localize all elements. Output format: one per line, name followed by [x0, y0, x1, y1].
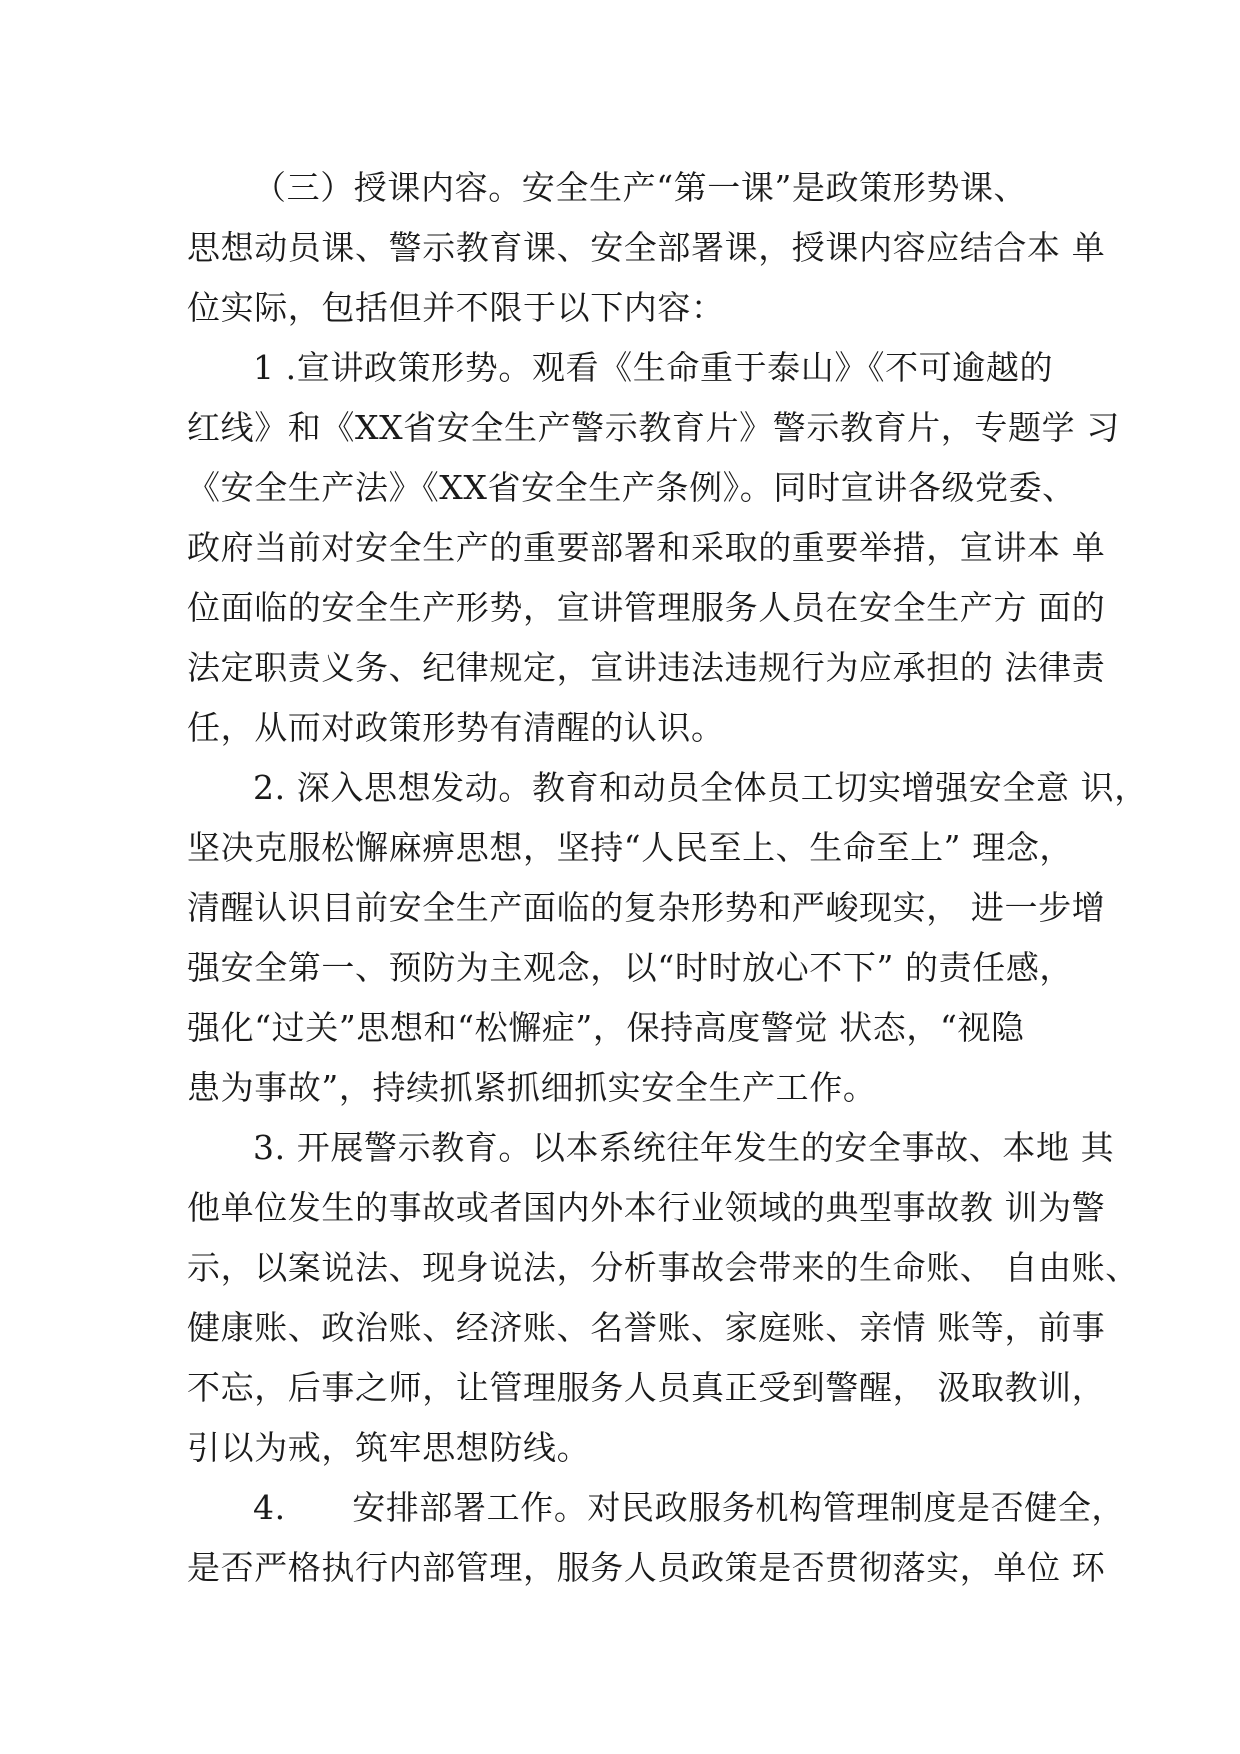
- text-line: 政府当前对安全生产的重要部署和采取的重要举措，宣讲本 单: [187, 528, 1106, 567]
- text-line: 他单位发生的事故或者国内外本行业领域的典型事故教 训为警: [187, 1188, 1106, 1227]
- text-line: 健康账、政治账、经济账、名誉账、家庭账、亲情 账等，前事: [187, 1308, 1106, 1347]
- text-line: 《安全生产法》《XX省安全生产条例》。同时宣讲各级党委、: [187, 468, 1076, 507]
- text-line: 强化“过关”思想和“松懈症”，保持高度警觉 状态，“视隐: [187, 1008, 1025, 1047]
- text-line: 引以为戒，筑牢思想防线。: [187, 1428, 591, 1467]
- text-line: 位面临的安全生产形势，宣讲管理服务人员在安全生产方 面的: [187, 588, 1106, 627]
- text-line: 1 .宣讲政策形势。观看《生命重于泰山》《不可逾越的: [253, 348, 1054, 387]
- text-line: 法定职责义务、纪律规定，宣讲违法违规行为应承担的 法律责: [187, 648, 1106, 687]
- text-line: （三）授课内容。安全生产“第一课”是政策形势课、: [253, 168, 1028, 207]
- text-line: 患为事故”，持续抓紧抓细抓实安全生产工作。: [187, 1068, 877, 1107]
- text-line: 红线》和《XX省安全生产警示教育片》警示教育片，专题学 习: [187, 408, 1120, 447]
- text-line: 2. 深入思想发动。教育和动员全体员工切实增强安全意 识，: [253, 768, 1148, 807]
- text-line: 任，从而对政策形势有清醒的认识。: [187, 708, 725, 747]
- text-line: 强安全第一、预防为主观念，以“时时放心不下” 的责任感，: [187, 948, 1074, 987]
- text-line: 3. 开展警示教育。以本系统往年发生的安全事故、本地 其: [253, 1128, 1115, 1167]
- text-line: 位实际，包括但并不限于以下内容：: [187, 288, 725, 327]
- text-line: 是否严格执行内部管理，服务人员政策是否贯彻落实，单位 环: [187, 1548, 1106, 1587]
- text-line: 4. 安排部署工作。对民政服务机构管理制度是否健全，: [253, 1488, 1126, 1527]
- text-line: 清醒认识目前安全生产面临的复杂形势和严峻现实， 进一步增: [187, 888, 1106, 927]
- text-line: 示，以案说法、现身说法，分析事故会带来的生命账、 自由账、: [187, 1248, 1139, 1287]
- text-line: 坚决克服松懈麻痹思想，坚持“人民至上、生命至上” 理念，: [187, 828, 1074, 867]
- text-line: 思想动员课、警示教育课、安全部署课，授课内容应结合本 单: [187, 228, 1106, 267]
- text-line: 不忘，后事之师，让管理服务人员真正受到警醒， 汲取教训，: [187, 1368, 1106, 1407]
